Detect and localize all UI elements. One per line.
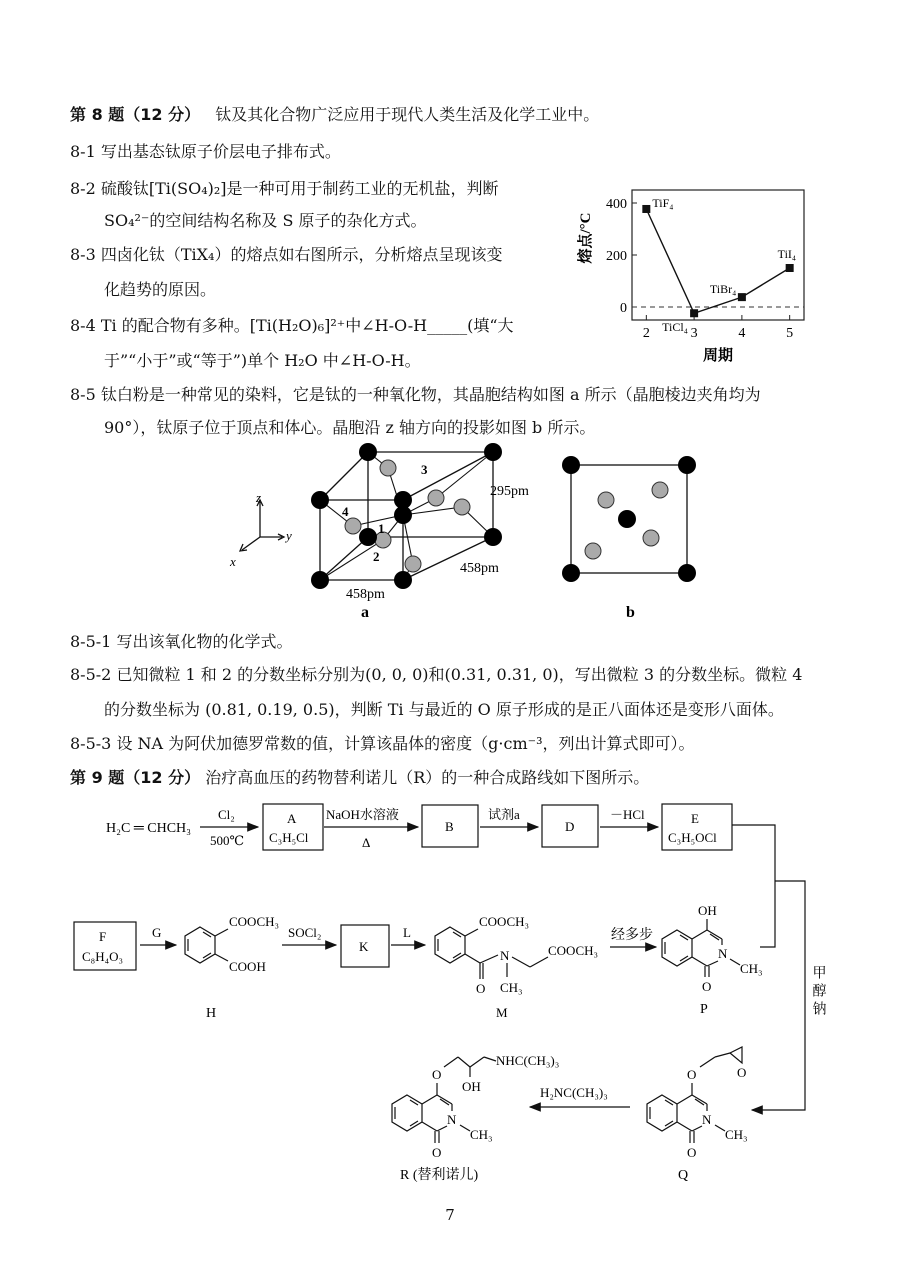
M-ester: COOCH₃	[479, 914, 530, 929]
box-B-name: B	[445, 819, 454, 834]
data-point	[690, 309, 698, 317]
connector-P	[760, 881, 775, 947]
reagent-heat: Δ	[362, 835, 371, 850]
box-A-name: A	[287, 811, 297, 826]
q8-5-2-line2: 的分数坐标为 (0.81, 0.19, 0.5)，判断 Ti 与最近的 O 原子形成的是正八面体还是变形八面体。	[104, 700, 784, 719]
Q-ether-O: O	[687, 1067, 697, 1082]
H-ester: COOCH₃	[229, 914, 280, 929]
box-F-formula: C₈H₄O₃	[82, 949, 124, 964]
figure-a-label: a	[361, 604, 369, 620]
point-label: TiCl₄	[662, 320, 688, 335]
M-nitrogen: N	[500, 948, 510, 963]
R-methyl: CH₃	[470, 1127, 493, 1142]
q8-title: 第 8 题（12 分）	[70, 105, 201, 124]
P-nitrogen: N	[718, 946, 728, 961]
reagent-a: 试剂a	[488, 807, 520, 822]
reagent-500c: 500℃	[210, 833, 245, 848]
P-oxo: O	[702, 979, 712, 994]
particle-2-label: 2	[373, 549, 380, 564]
H-label: H	[206, 1006, 217, 1021]
reagent-naoh: NaOH水溶液	[326, 807, 399, 822]
chart-ylabel: 熔点/°C	[578, 212, 594, 264]
q8-5-1: 8-5-1 写出该氧化物的化学式。	[70, 632, 293, 651]
data-point	[786, 264, 794, 272]
P-label: P	[700, 1002, 708, 1017]
reagent-naome: 甲醇钠	[810, 965, 826, 1019]
M-chain-ester: COOCH₃	[548, 943, 599, 958]
figure-b-label: b	[626, 604, 635, 620]
structure-M	[435, 927, 548, 979]
R-amine: NHC(CH₃)₃	[496, 1053, 560, 1068]
Q-methyl: CH₃	[725, 1127, 748, 1142]
reagent-socl2: SOCl₂	[288, 925, 322, 940]
q8-3-line2: 化趋势的原因。	[104, 280, 217, 299]
projection-titanium-atoms	[562, 456, 696, 582]
q8-4-line1: 8-4 Ti 的配合物有多种。[Ti(H₂O)₆]²⁺中∠H-O-H_____(填“大	[70, 316, 514, 335]
R-oxo: O	[432, 1145, 442, 1160]
structure-H	[185, 927, 228, 963]
x-tick-label: 3	[690, 326, 698, 341]
point-label: TiF₄	[652, 195, 674, 210]
crystal-projection-figure-b	[556, 440, 706, 620]
Q-nitrogen: N	[702, 1112, 712, 1127]
q9-heading	[70, 767, 649, 789]
y-tick-label: 0	[620, 301, 627, 316]
particle-1-label: 1	[378, 521, 385, 536]
particle-3-label: 3	[421, 462, 428, 477]
q9-title: 第 9 题（12 分）	[70, 768, 201, 787]
R-label: R (替利诺儿)	[400, 1168, 479, 1183]
M-carbonyl-O: O	[476, 981, 486, 996]
point-label: TiI₄	[777, 247, 797, 261]
point-label: TiBr₄	[709, 282, 737, 297]
P-hydroxyl: OH	[698, 903, 717, 918]
structure-P	[662, 919, 740, 977]
data-point	[738, 293, 746, 301]
series-line	[646, 209, 789, 313]
x-tick-label: 5	[786, 326, 794, 341]
axis-x-label: x	[230, 554, 236, 569]
reagent-cl2: Cl₂	[218, 807, 235, 822]
axis-z-label: z	[256, 490, 262, 505]
data-point	[642, 205, 650, 213]
q8-5-line1: 8-5 钛白粉是一种常见的染料，它是钛的一种氧化物，其晶胞结构如图 a 所示（晶胞棱边夹角均为	[70, 385, 761, 404]
H-acid: COOH	[229, 959, 266, 974]
q8-intro: 钛及其化合物广泛应用于现代人类生活及化学工业中。	[215, 105, 600, 124]
box-K-name: K	[359, 939, 369, 954]
y-tick-label: 200	[606, 249, 627, 264]
reagent-G: G	[152, 925, 162, 940]
axis-y-label: y	[286, 528, 292, 543]
box-D-name: D	[565, 819, 575, 834]
x-tick-label: 4	[738, 326, 746, 341]
q8-4-line2: 于”“小于”或“等于”)单个 H₂O 中∠H-O-H。	[104, 351, 421, 370]
box-F-name: F	[99, 929, 107, 944]
q8-1: 8-1 写出基态钛原子价层电子排布式。	[70, 142, 341, 161]
R-nitrogen: N	[447, 1112, 457, 1127]
reagent-L: L	[403, 925, 411, 940]
R-hydroxyl: OH	[462, 1079, 481, 1094]
box-A-formula: C₃H₅Cl	[269, 830, 309, 845]
particle-4-label: 4	[342, 504, 349, 519]
crystal-cell-figure-a	[228, 440, 538, 620]
x-tick-label: 2	[642, 326, 650, 341]
box-E-formula: C₃H₅OCl	[668, 830, 717, 845]
connector-main	[752, 881, 805, 1110]
reagent-tbutylamine: H₂NC(CH₃)₃	[540, 1085, 608, 1100]
melting-point-chart	[570, 178, 820, 368]
P-methyl: CH₃	[740, 961, 763, 976]
axis-indicator	[240, 500, 284, 551]
dim-y-label: 458pm	[460, 561, 499, 576]
M-label: M	[496, 1005, 508, 1020]
q8-2-line1: 8-2 硫酸钛[Ti(SO₄)₂]是一种可用于制药工业的无机盐，判断	[70, 179, 499, 198]
q8-2-line2: SO₄²⁻的空间结构名称及 S 原子的杂化方式。	[104, 211, 427, 230]
q8-5-line2: 90°），钛原子位于顶点和体心。晶胞沿 z 轴方向的投影如图 b 所示。	[104, 418, 596, 437]
reagent-minus-hcl: －HCl	[610, 807, 645, 822]
Q-epoxide-O: O	[737, 1065, 747, 1080]
y-tick-label: 400	[606, 197, 627, 212]
dim-x-label: 458pm	[346, 587, 385, 602]
synthesis-route	[70, 795, 850, 1195]
page-number: 7	[445, 1206, 455, 1224]
q9-intro: 治疗高血压的药物替利诺儿（R）的一种合成路线如下图所示。	[205, 768, 650, 787]
q8-5-3: 8-5-3 设 NA 为阿伏加德罗常数的值，计算该晶体的密度（g·cm⁻³，列出计算式即可）。	[70, 734, 695, 753]
chart-xlabel: 周期	[702, 348, 734, 364]
dim-z-label: 295pm	[490, 484, 529, 499]
R-ether-O: O	[432, 1067, 442, 1082]
box-E-name: E	[691, 811, 699, 826]
Q-label: Q	[678, 1168, 689, 1183]
reagent-multistep: 经多步	[611, 928, 653, 943]
q8-3-line1: 8-3 四卤化钛（TiX₄）的熔点如右图所示，分析熔点呈现该变	[70, 245, 503, 264]
M-methyl: CH₃	[500, 980, 523, 995]
q8-heading	[70, 104, 599, 126]
connector-E	[732, 825, 775, 881]
propene: H₂C ═ CHCH₃	[106, 821, 192, 836]
q8-5-2-line1: 8-5-2 已知微粒 1 和 2 的分数坐标分别为(0, 0, 0)和(0.31, 0.31, 0)，写出微粒 3 的分数坐标。微粒 4	[70, 665, 803, 684]
Q-oxo: O	[687, 1145, 697, 1160]
